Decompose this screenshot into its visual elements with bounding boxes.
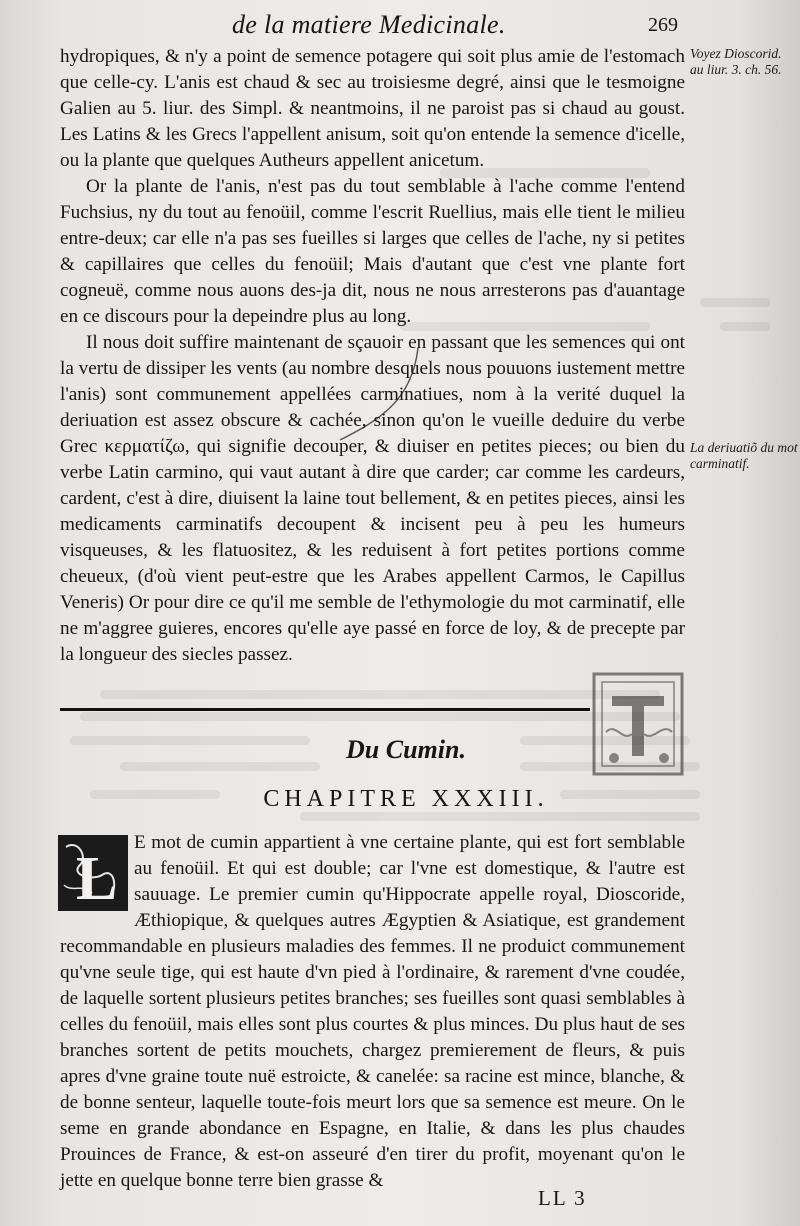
chapter-body: E mot de cumin appartient à vne certaine plante, qui est fort semblable au fenoüil. Et qui est double; car l'vne est domestique, & l'autre est sauuage. Le premier cumin qu'Hippocrate appelle royal, Dioscoride, Æthiopique, & quelques autres Ægyptien & Asiatique, est grandement recommandable en plusieurs maladies des femmes. Il ne produict communement qu'vne seule tige, qui est haute d'vn pied à l'ordinaire, & rarement d'vne coudée, de laquelle sortent plusieurs petites branches; ses fueilles sont quasi semblables à celles du fenoüil, mais elles sont plus courtes & plus minces. Du plus haut de ses branches sortent de petits mouchets, chargez premierement de fleurs, & puis apres d'vne graine toute nuë estroicte, & canelée: sa racine est mince, blanche, & de bonne senteur, laquelle toute-fois meurt lors que sa semence est meure. On le seme en grande abondance en Espagne, en Italie, & dans les plus chaudes Prouinces de France, & est-on asseuré d'en tirer du profit, moyenant qu'on le jette en quelque bonne terre bien grasse & — [60, 832, 685, 1191]
anis-text-column — [60, 44, 685, 668]
signature-mark: LL 3 — [538, 1186, 587, 1210]
drop-cap-letter: L — [76, 845, 118, 911]
page-number: 269 — [648, 14, 678, 36]
drop-cap-initial — [58, 835, 128, 911]
paragraph-1: hydropiques, & n'y a point de semence potagere qui soit plus amie de l'estomach que celle-cy. L'anis est chaud & sec au troisiesme degré, ainsi que le tesmoigne Galien au 5. liur. des Simpl. & neantmoins, il ne paroist pas si chaud au goust. Les Latins & les Grecs l'appellent anisum, soit qu'on entende la semence d'icelle, ou la plante que quelques Autheurs appellent anicetum. — [60, 46, 685, 171]
margin-note-reference: Voyez Dioscorid. au liur. 3. ch. 56. — [690, 46, 782, 77]
section-title: Du Cumin. — [346, 735, 466, 764]
margin-note-derivation: La deriuatiõ du mot carminatif. — [690, 440, 798, 471]
running-head: de la matiere Medicinale. — [232, 10, 506, 39]
cumin-text-column — [60, 830, 685, 1194]
section-rule — [60, 708, 590, 711]
paragraph-3: Il nous doit suffire maintenant de sçauoir en passant que les semences qui ont la vertu de dissiper les vents (au nombre desquels nous pouuons iustement mettre l'anis) sont communement appellées carminatiues, nom à la verité duquel la deriuation est assez obscure & cachée, sinon qu'on le vueille deduire du verbe Grec κερματίζω, qui signifie decouper, & diuiser en petites pieces; ou bien du verbe Latin carmino, qui vaut autant à dire que carder; car comme les cardeurs, cardent, c'est à dire, diuisent la laine tout bellement, & en petites pieces, ainsi les medicaments carminatifs decoupent & incisent peu à peu les humeurs visqueuses, & les flatuositez, & les reduisent à fort petites portions comme cheueux, (d'où vient peut-estre que les Arabes appellent Carmos, le Capillus Veneris) Or pour dire ce qu'il me semble de l'ethymologie du mot carminatif, elle ne m'aggree guieres, encores qu'elle aye passé en force de loy, & de precepte par la longueur des siecles passez. — [60, 332, 685, 665]
paragraph-2: Or la plante de l'anis, n'est pas du tout semblable à l'ache comme l'entend Fuchsius, ny du tout au fenoüil, comme l'escrit Ruellius, mais elle tient le milieu entre-deux; car elle n'a pas ses fueilles si larges que celles de l'ache, ny si petites & capillaires que celles du fenoüil; Mais d'autant que c'est vne plante fort cogneuë, comme nous auons des-ja dit, nous ne nous arresterons pas d'auantage en ce discours pour la depeindre plus au long. — [60, 176, 685, 327]
chapter-heading: CHAPITRE XXXIII. — [263, 786, 549, 812]
